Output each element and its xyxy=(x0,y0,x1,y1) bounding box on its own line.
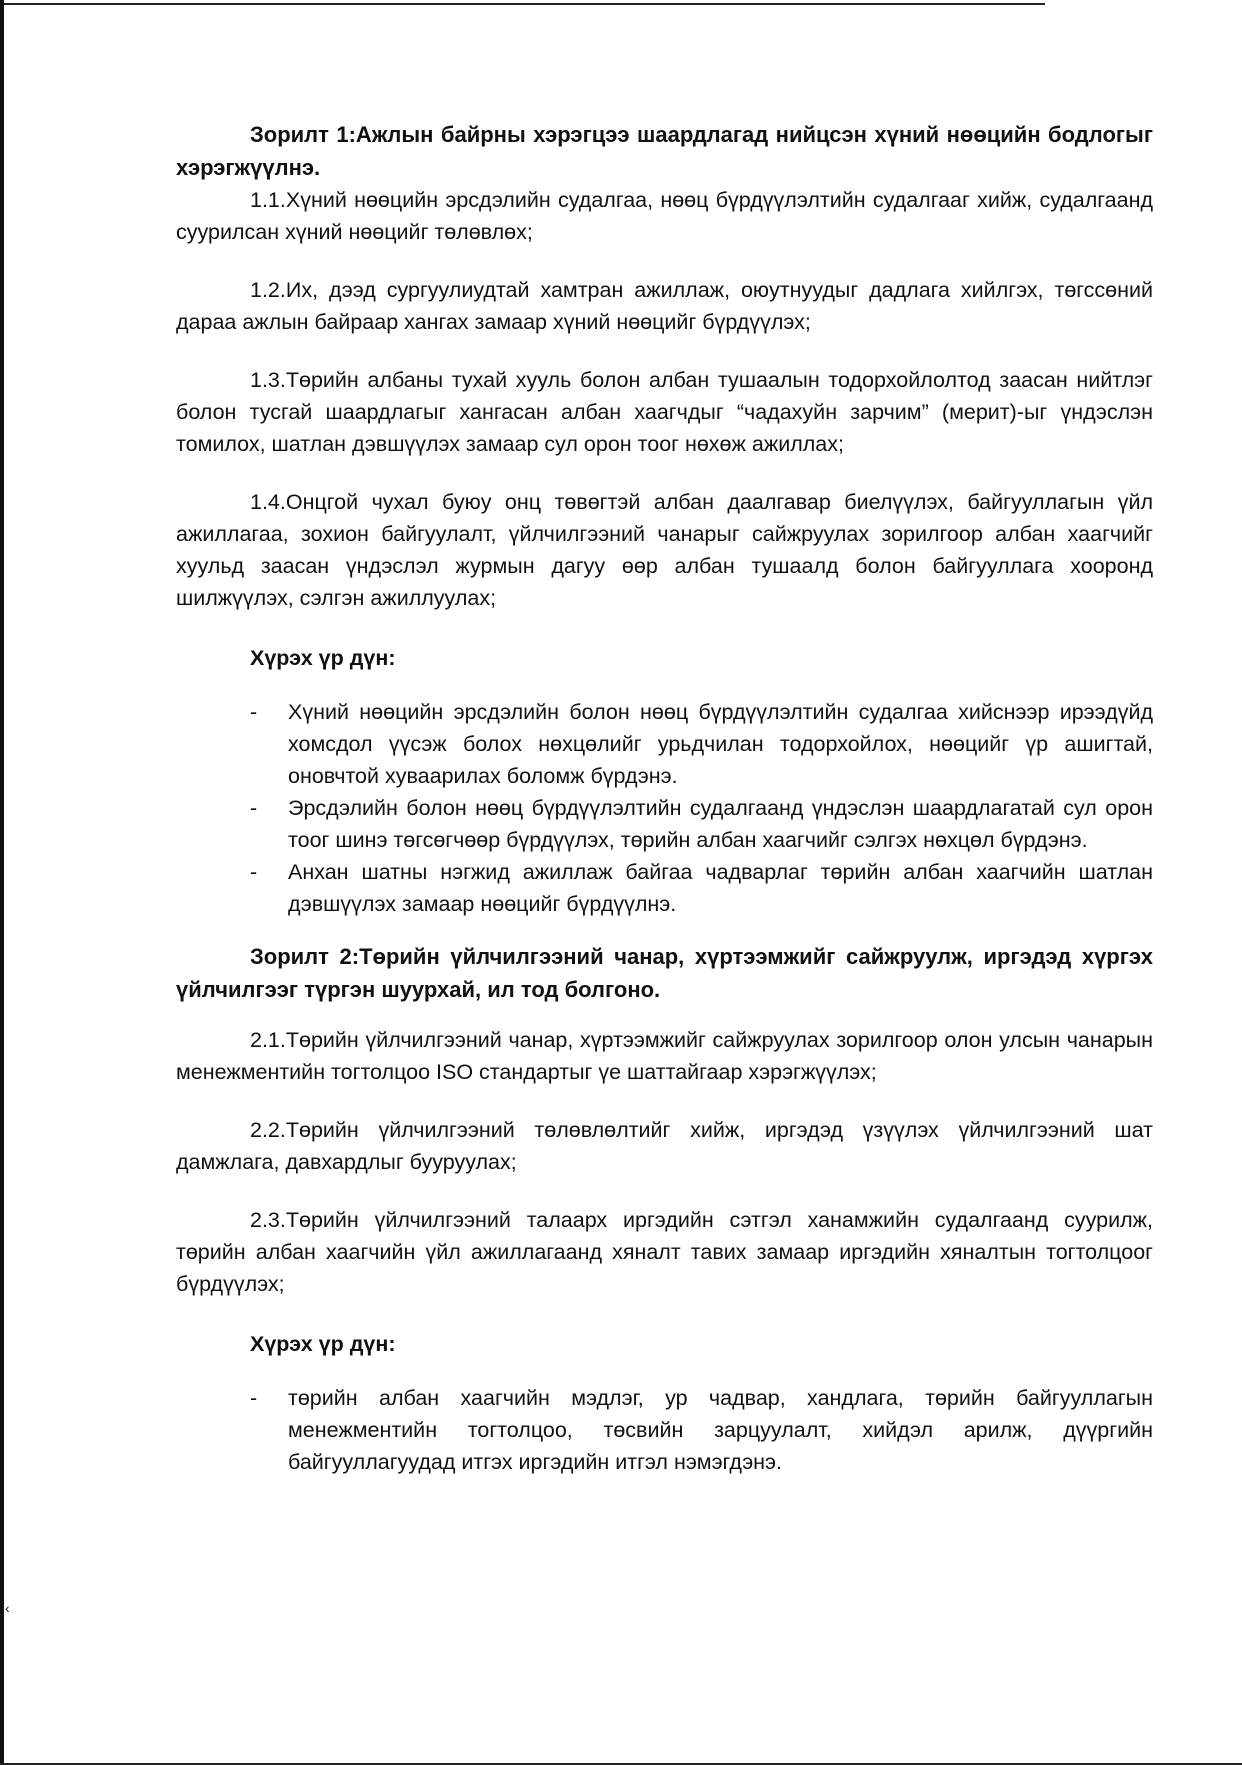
goal-2-item-1: 2.1.Төрийн үйлчилгээний чанар, хүртээмжийг сайжруулах зорилгоор олон улсын чанарын менежментийн тогтолцоо ISO стандартыг үе шаттайгаар хэрэгжүүлэх; xyxy=(176,1028,1153,1084)
goal-2-results-heading: Хүрэх үр дүн: xyxy=(250,1332,396,1356)
goal-1-item-2: 1.2.Их, дээд сургуулиудтай хамтран ажиллаж, оюутнуудыг дадлага хийлгэх, төгссөний дараа ажлын байраар хангах замаар хүний нөөцийг бүрдүүлэх; xyxy=(176,278,1153,334)
document-page xyxy=(176,118,1153,1478)
goal-1-item-3: 1.3.Төрийн албаны тухай хууль болон албан тушаалын тодорхойлолтод заасан нийтлэг болон тусгай шаардлагыг хангасан албан хаагчдыг “чадахуйн зарчим” (мерит)-ыг үндэслэн томилох, шатлан дэвшүүлэх замаар сул орон тоог нөхөж ажиллах; xyxy=(176,368,1153,456)
goal-1-results-list xyxy=(176,696,1153,920)
result-text: Эрсдэлийн болон нөөц бүрдүүлэлтийн судалгаанд үндэслэн шаардлагатай сул орон тоог шинэ төгсөгчөөр бүрдүүлэх, төрийн албан хаагчийг сэлгэх нөхцөл бүрдэнэ. xyxy=(288,796,1153,852)
result-text: Хүний нөөцийн эрсдэлийн болон нөөц бүрдүүлэлтийн судалгаа хийснээр ирээдүйд хомсдол үүсэж болох нөхцөлийг урьдчилан тодорхойлох, нөөцийг үр ашигтай, оновчтой хуваарилах боломж бүрдэнэ. xyxy=(288,700,1153,788)
scan-border-top xyxy=(0,3,1045,5)
goal-1-item-4: 1.4.Онцгой чухал буюу онц төвөгтэй албан даалгавар биелүүлэх, байгууллагын үйл ажиллагаа, зохион байгуулалт, үйлчилгээний чанарыг сайжруулах зорилгоор албан хаагчийг хуульд заасан үндэслэл журмын дагуу өөр албан тушаалд болон байгууллага хооронд шилжүүлэх, сэлгэн ажиллуулах; xyxy=(176,490,1153,610)
bullet-dash: - xyxy=(250,1386,258,1410)
result-text: төрийн албан хаагчийн мэдлэг, ур чадвар, хандлага, төрийн байгууллагын менежментийн тогтолцоо, төсвийн зарцуулалт, хийдэл арилж, дүүргийн байгууллагуудад итгэх иргэдийн итгэл нэмэгдэнэ. xyxy=(288,1386,1153,1474)
scan-border-left xyxy=(0,0,4,1765)
bullet-dash: - xyxy=(250,796,258,820)
goal-1-result-2 xyxy=(176,792,1153,856)
result-text: Анхан шатны нэгжид ажиллаж байгаа чадварлаг төрийн албан хаагчийн шатлан дэвшүүлэх замаар нөөцийг бүрдүүлнэ. xyxy=(288,860,1153,916)
bullet-dash: - xyxy=(250,700,258,724)
goal-2-title: Зорилт 2:Төрийн үйлчилгээний чанар, хүртээмжийг сайжруулж, иргэдэд хүргэх үйлчилгээг түргэн шуурхай, ил тод болгоно. xyxy=(176,944,1153,1002)
goal-2-result-1 xyxy=(176,1382,1153,1478)
goal-1-result-1 xyxy=(176,696,1153,792)
bullet-dash: - xyxy=(250,860,258,884)
goal-1-section xyxy=(176,118,1153,920)
goal-1-result-3 xyxy=(176,856,1153,920)
goal-2-item-3: 2.3.Төрийн үйлчилгээний талаарх иргэдийн сэтгэл ханамжийн судалгаанд суурилж, төрийн албан хаагчийн үйл ажиллагаанд хяналт тавих замаар иргэдийн хяналтын тогтолцоог бүрдүүлэх; xyxy=(176,1208,1153,1296)
goal-1-title: Зорилт 1:Ажлын байрны хэрэгцээ шаардлагад нийцсэн хүний нөөцийн бодлогыг хэрэгжүүлнэ. xyxy=(176,122,1153,180)
goal-1-results-heading: Хүрэх үр дүн: xyxy=(250,646,396,670)
goal-2-item-2: 2.2.Төрийн үйлчилгээний төлөвлөлтийг хийж, иргэдэд үзүүлэх үйлчилгээний шат дамжлага, давхардлыг бууруулах; xyxy=(176,1118,1153,1174)
scan-artifact-mark: ‹ xyxy=(5,1600,10,1616)
goal-2-section xyxy=(176,940,1153,1478)
goal-2-results-list xyxy=(176,1382,1153,1478)
goal-1-item-1: 1.1.Хүний нөөцийн эрсдэлийн судалгаа, нөөц бүрдүүлэлтийн судалгааг хийж, судалгаанд суурилсан хүний нөөцийг төлөвлөх; xyxy=(176,188,1153,244)
